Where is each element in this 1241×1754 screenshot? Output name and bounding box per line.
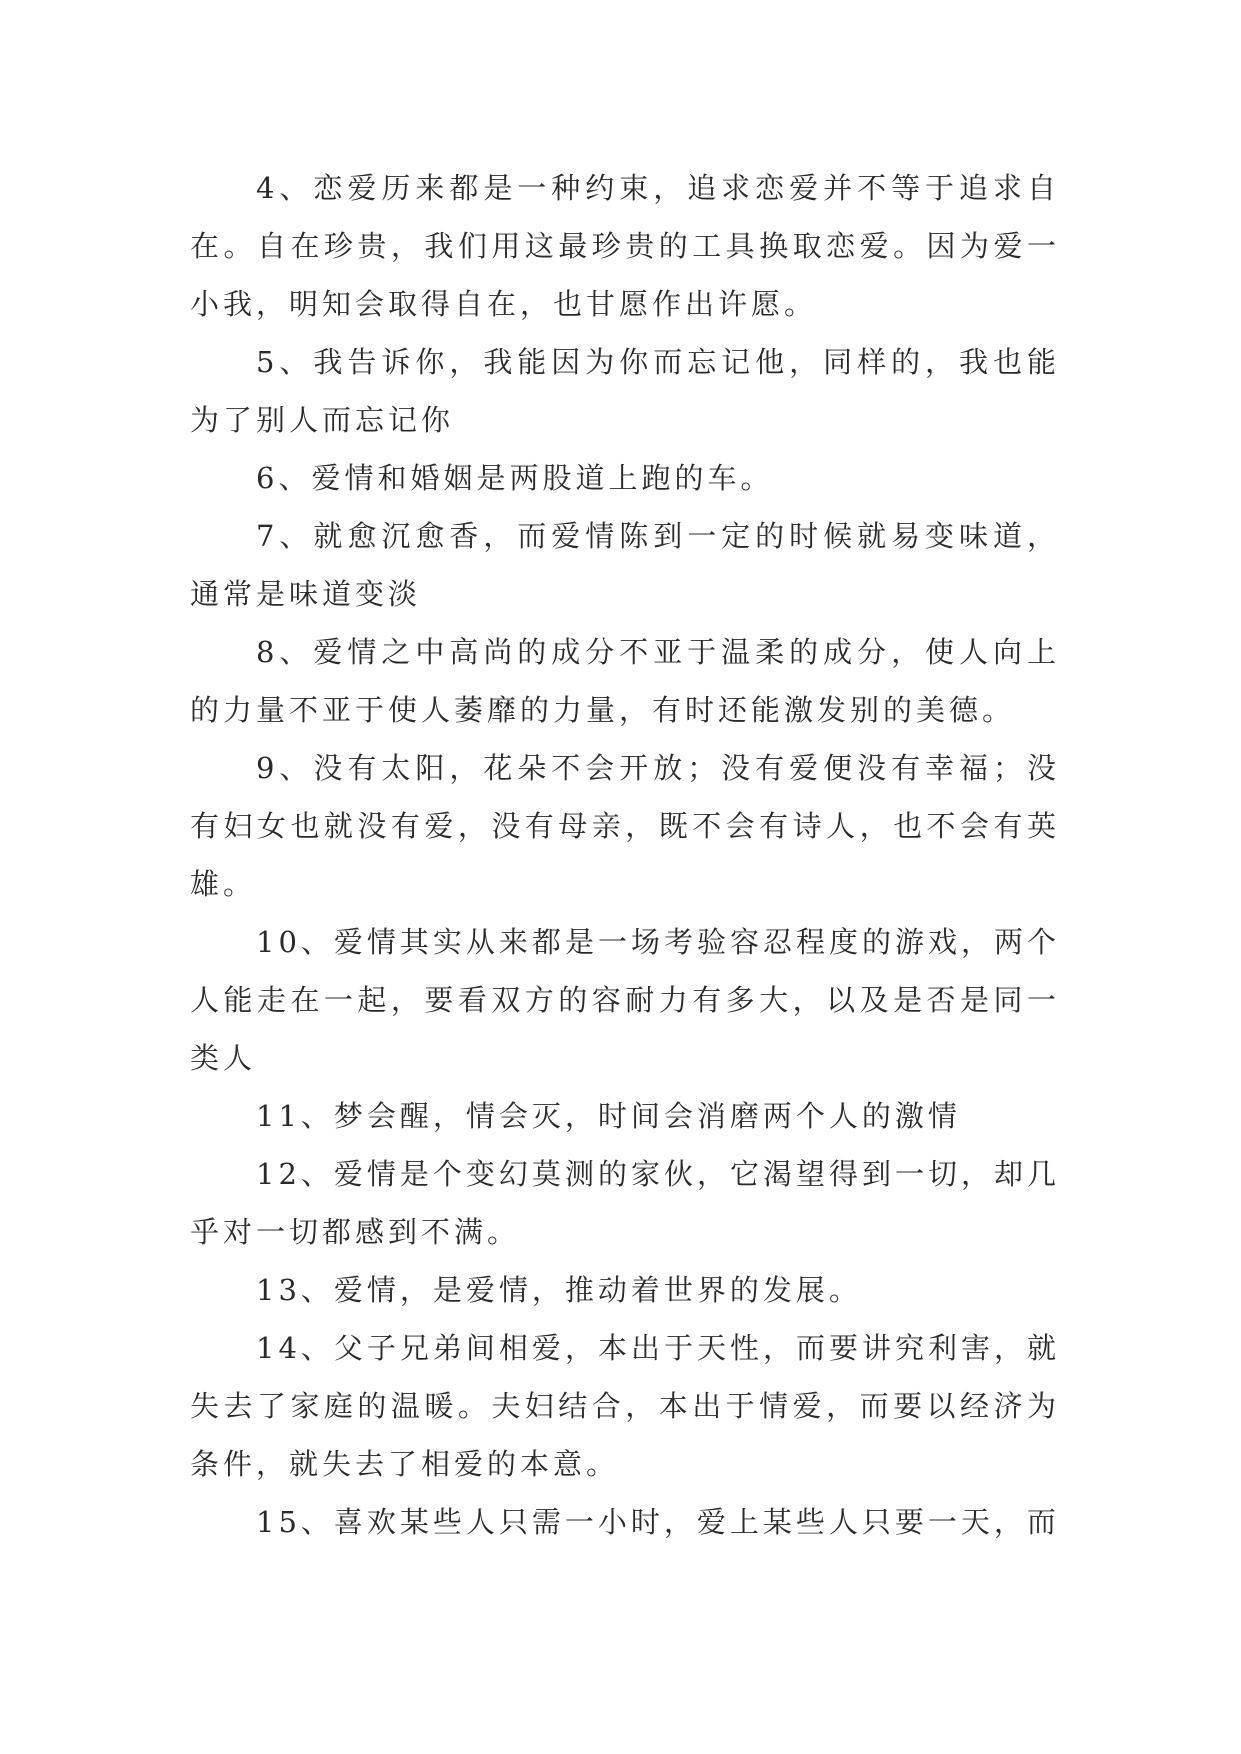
paragraph: 4、恋爱历来都是一种约束，追求恋爱并不等于追求自在。自在珍贵，我们用这最珍贵的工具换取恋爱。因为爱一小我，明知会取得自在，也甘愿作出许愿。 (190, 171, 1060, 321)
paragraph: 9、没有太阳，花朵不会开放；没有爱便没有幸福；没有妇女也就没有爱，没有母亲，既不会有诗人，也不会有英雄。 (190, 751, 1060, 901)
paragraph: 10、爱情其实从来都是一场考验容忍程度的游戏，两个人能走在一起，要看双方的容耐力有多大，以及是否是同一类人 (190, 925, 1060, 1075)
paragraph: 13、爱情，是爱情，推动着世界的发展。 (256, 1273, 862, 1307)
paragraph: 14、父子兄弟间相爱，本出于天性，而要讲究利害，就失去了家庭的温暖。夫妇结合，本出于情爱，而要以经济为条件，就失去了相爱的本意。 (190, 1331, 1060, 1481)
document-page (190, 159, 1060, 1551)
paragraph: 12、爱情是个变幻莫测的家伙，它渴望得到一切，却几乎对一切都感到不满。 (190, 1157, 1060, 1249)
paragraph: 5、我告诉你，我能因为你而忘记他，同样的，我也能为了别人而忘记你 (190, 345, 1060, 437)
paragraph: 6、爱情和婚姻是两股道上跑的车。 (256, 461, 774, 495)
paragraph: 7、就愈沉愈香，而爱情陈到一定的时候就易变味道，通常是味道变淡 (190, 519, 1060, 611)
paragraph: 15、喜欢某些人只需一小时，爱上某些人只要一天，而 (256, 1505, 1060, 1539)
paragraph: 8、爱情之中高尚的成分不亚于温柔的成分，使人向上的力量不亚于使人萎靡的力量，有时还能激发别的美德。 (190, 635, 1060, 727)
paragraph: 11、梦会醒，情会灭，时间会消磨两个人的激情 (256, 1099, 961, 1133)
